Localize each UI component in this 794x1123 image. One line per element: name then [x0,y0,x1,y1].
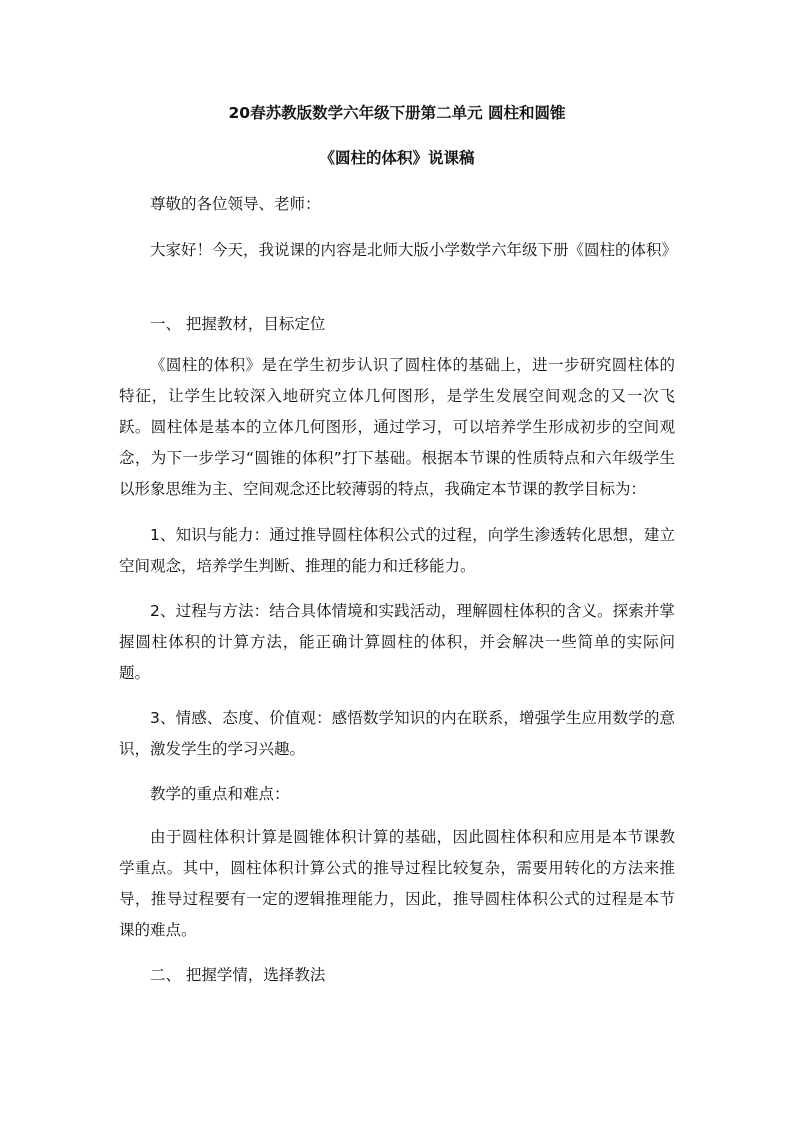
greeting-paragraph: 尊敬的各位领导、老师： [150,195,321,213]
section1-body-paragraph: 《圆柱的体积》是在学生初步认识了圆柱体的基础上，进一步研究圆柱体的特征，让学生比较深入地研究立体几何图形，是学生发展空间观念的又一次飞跃。圆柱体是基本的立体几何图形，通过学习，可以培养学生形成初步的空间观念，为下一步学习“圆锥的体积”打下基础。根据本节课的性质特点和六年级学生以形象思维为主、空间观念还比较薄弱的特点，我确定本节课的教学目标为： [119,356,675,498]
key-points-heading: 教学的重点和难点： [150,785,290,803]
document-subtitle: 《圆柱的体积》说课稿 [319,149,475,167]
document-title: 20春苏教版数学六年级下册第二单元 圆柱和圆锥 [228,104,566,122]
key-points-paragraph: 由于圆柱体积计算是圆锥体积计算的基础，因此圆柱体积和应用是本节课教学重点。其中，圆柱体积计算公式的推导过程比较复杂，需要用转化的方法来推导，推导过程要有一定的逻辑推理能力，因此，推导圆柱体积公式的过程是本节课的难点。 [119,828,675,939]
intro-paragraph: 大家好！今天，我说课的内容是北师大版小学数学六年级下册《圆柱的体积》 [150,241,678,259]
section2-heading: 二、 把握学情，选择教法 [150,966,326,984]
section1-heading: 一、 把握教材，目标定位 [150,315,326,333]
objective2-paragraph: 2、过程与方法：结合具体情境和实践活动，理解圆柱体积的含义。探索并掌握圆柱体积的计算方法，能正确计算圆柱的体积，并会解决一些简单的实际问题。 [119,602,675,682]
objective3-paragraph: 3、情感、态度、价值观：感悟数学知识的内在联系，增强学生应用数学的意识，激发学生的学习兴趣。 [119,709,675,758]
objective1-paragraph: 1、知识与能力：通过推导圆柱体积公式的过程，向学生渗透转化思想，建立空间观念，培养学生判断、推理的能力和迁移能力。 [119,526,675,575]
